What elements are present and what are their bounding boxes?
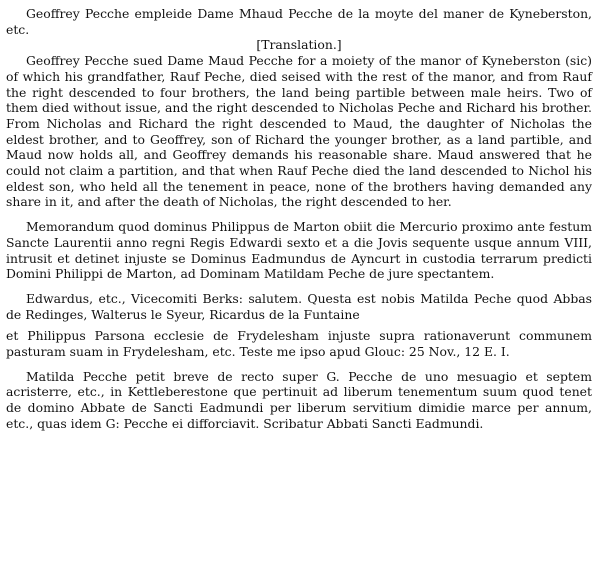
paragraph-edwardus: Edwardus, etc., Vicecomiti Berks: salutem. Questa est nobis Matilda Peche quod Abbas de Redinges, Walterus le Syeur, Ricardus de la Funtaine	[6, 290, 592, 322]
document-heading: Geoffrey Pecche empleide Dame Mhaud Pecche de la moyte del maner de Kyneberston, etc.	[6, 6, 592, 37]
paragraph-matilda: Matilda Pecche petit breve de recto super G. Pecche de uno mesuagio et septem acristerre, etc., in Kettleberestone que pertinuit ad liberum tenementum suum quod tenet de domino Abbate de Sancti Eadmundi per liberum servitium dimidie marce per annum, etc., quas idem G: Pecche ei difforciavit. Scribatur Abbati Sancti Eadmundi.	[6, 368, 592, 431]
paragraph-philippus: et Philippus Parsona ecclesie de Frydelesham injuste supra rationaverunt communem pasturam suam in Frydelesham, etc. Teste me ipso apud Glouc: 25 Nov., 12 E. I.	[6, 328, 592, 360]
translation-label: [Translation.]	[256, 37, 342, 53]
paragraph-translation: Geoffrey Pecche sued Dame Maud Pecche for a moiety of the manor of Kyneberston (sic) of which his grandfather, Rauf Peche, died seised with the rest of the manor, and from Rauf the right descended to four brothers, the land being partible between male heirs. Two of them died without issue, and the right descended to Nicholas Peche and Richard his brother. From Nicholas and Richard the right descended to Maud, the daughter of Nicholas the eldest brother, and to Geoffrey, son of Richard the younger brother, as a land partible, and Maud now holds all, and Geoffrey demands his reasonable share. Maud answered that he could not claim a partition, and that when Rauf Peche died the land descended to Nichol his eldest son, who held all the tenement in peace, none of the brothers having demanded any share in it, and after the death of Nicholas, the right descended to her.	[6, 53, 592, 210]
paragraph-memorandum: Memorandum quod dominus Philippus de Marton obiit die Mercurio proximo ante festum Sancte Laurentii anno regni Regis Edwardi sexto et a die Jovis sequente usque annum VIII, intrusit et detinet injuste se Dominus Eadmundus de Ayncurt in custodia terrarum predicti Domini Philippi de Marton, ad Dominam Matildam Peche de jure spectantem.	[6, 219, 592, 282]
document-page	[6, 6, 592, 432]
